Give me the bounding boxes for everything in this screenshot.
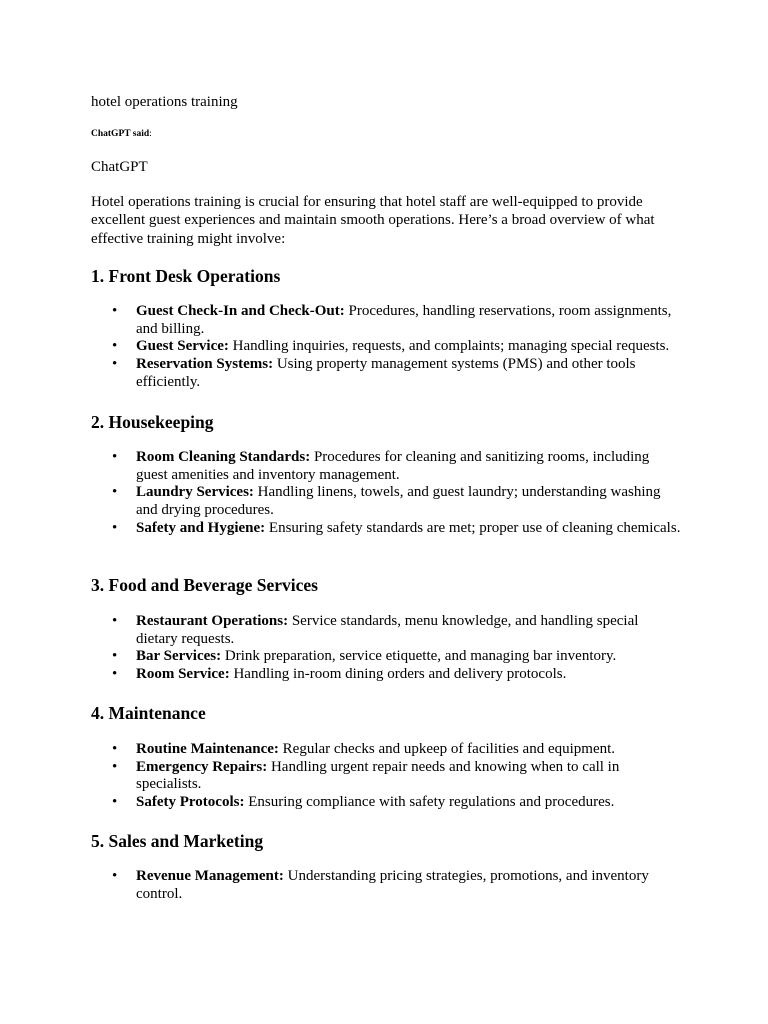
list-item xyxy=(91,484,681,519)
bullet-icon: • xyxy=(112,648,118,665)
section-heading: 5. Sales and Marketing xyxy=(91,831,264,851)
item-text: Handling in-room dining orders and delivery protocols. xyxy=(229,666,567,683)
item-term: Routine Maintenance: xyxy=(136,741,279,757)
bullet-icon: • xyxy=(112,519,118,536)
section-heading: 2. Housekeeping xyxy=(91,412,214,432)
bullet-icon: • xyxy=(112,449,118,465)
section-list xyxy=(91,741,691,812)
item-text: Handling inquiries, requests, and complaints; managing special requests. xyxy=(228,338,670,355)
bullet-icon: • xyxy=(112,868,118,884)
item-term: Restaurant Operations: xyxy=(136,613,289,629)
item-text: Ensuring compliance with safety regulations and procedures. xyxy=(244,794,615,811)
list-item xyxy=(91,303,681,338)
item-term: Revenue Management: xyxy=(136,868,284,884)
item-term: Guest Service: xyxy=(136,338,229,355)
item-term: Emergency Repairs: xyxy=(136,758,268,775)
item-term: Safety Protocols: xyxy=(136,794,245,811)
section-sales-marketing xyxy=(91,831,691,902)
user-prompt: hotel operations training xyxy=(91,94,238,110)
bullet-icon: • xyxy=(112,794,118,811)
item-text: Understanding pricing strategies, promotions, and inventory control. xyxy=(136,868,649,902)
section-list xyxy=(91,868,691,903)
item-term: Room Service: xyxy=(136,666,230,683)
bullet-icon: • xyxy=(112,484,118,501)
item-term: Laundry Services: xyxy=(136,484,254,501)
item-text: Service standards, menu knowledge, and handling special dietary requests. xyxy=(136,613,639,647)
section-food-beverage xyxy=(91,575,691,683)
list-item xyxy=(91,449,681,484)
section-heading: 4. Maintenance xyxy=(91,703,206,723)
bullet-icon: • xyxy=(112,666,118,683)
section-front-desk xyxy=(91,266,691,390)
section-list xyxy=(91,303,691,392)
list-item xyxy=(91,613,681,648)
item-text: Ensuring safety standards are met; proper use of cleaning chemicals. xyxy=(265,519,681,536)
intro-paragraph: Hotel operations training is crucial for ensuring that hotel staff are well-equipped to provide excellent guest experiences and maintain smooth operations. Here’s a broad overview of what effective training might involve: xyxy=(91,194,655,247)
item-text: Handling urgent repair needs and knowing when to call in specialists. xyxy=(136,758,620,793)
section-list xyxy=(91,613,691,684)
list-item xyxy=(91,666,681,684)
item-term: Bar Services: xyxy=(136,648,222,665)
item-text: Procedures for cleaning and sanitizing rooms, including guest amenities and inventory management. xyxy=(136,449,650,483)
item-term: Room Cleaning Standards: xyxy=(136,449,311,465)
speaker-label xyxy=(91,128,152,140)
bullet-icon: • xyxy=(112,741,118,757)
bullet-icon: • xyxy=(112,303,118,319)
list-item xyxy=(91,520,681,538)
list-item xyxy=(91,759,681,794)
item-text: Regular checks and upkeep of facilities and equipment. xyxy=(278,741,616,757)
item-text: Drink preparation, service etiquette, and managing bar inventory. xyxy=(221,648,617,665)
section-housekeeping xyxy=(91,412,691,536)
list-item xyxy=(91,741,681,759)
item-term: Safety and Hygiene: xyxy=(136,519,266,536)
list-item xyxy=(91,648,681,666)
list-item xyxy=(91,868,681,903)
item-text: Procedures, handling reservations, room assignments, and billing. xyxy=(136,303,672,337)
section-maintenance xyxy=(91,703,691,811)
speaker-label-colon: : xyxy=(149,129,152,139)
bullet-icon: • xyxy=(112,356,118,373)
assistant-name: ChatGPT xyxy=(91,159,148,175)
list-item xyxy=(91,356,681,391)
bullet-icon: • xyxy=(112,613,118,629)
bullet-icon: • xyxy=(112,338,118,355)
speaker-label-name: ChatGPT said xyxy=(91,129,150,139)
section-heading: 1. Front Desk Operations xyxy=(91,266,281,286)
item-term: Reservation Systems: xyxy=(136,356,274,373)
item-text: Using property management systems (PMS) and other tools efficiently. xyxy=(136,356,636,390)
bullet-icon: • xyxy=(112,758,118,775)
list-item xyxy=(91,338,681,356)
section-heading: 3. Food and Beverage Services xyxy=(91,575,318,595)
list-item xyxy=(91,794,681,812)
section-list xyxy=(91,449,691,538)
item-text: Handling linens, towels, and guest laundry; understanding washing and drying procedures. xyxy=(136,484,661,519)
item-term: Guest Check-In and Check-Out: xyxy=(136,303,345,319)
